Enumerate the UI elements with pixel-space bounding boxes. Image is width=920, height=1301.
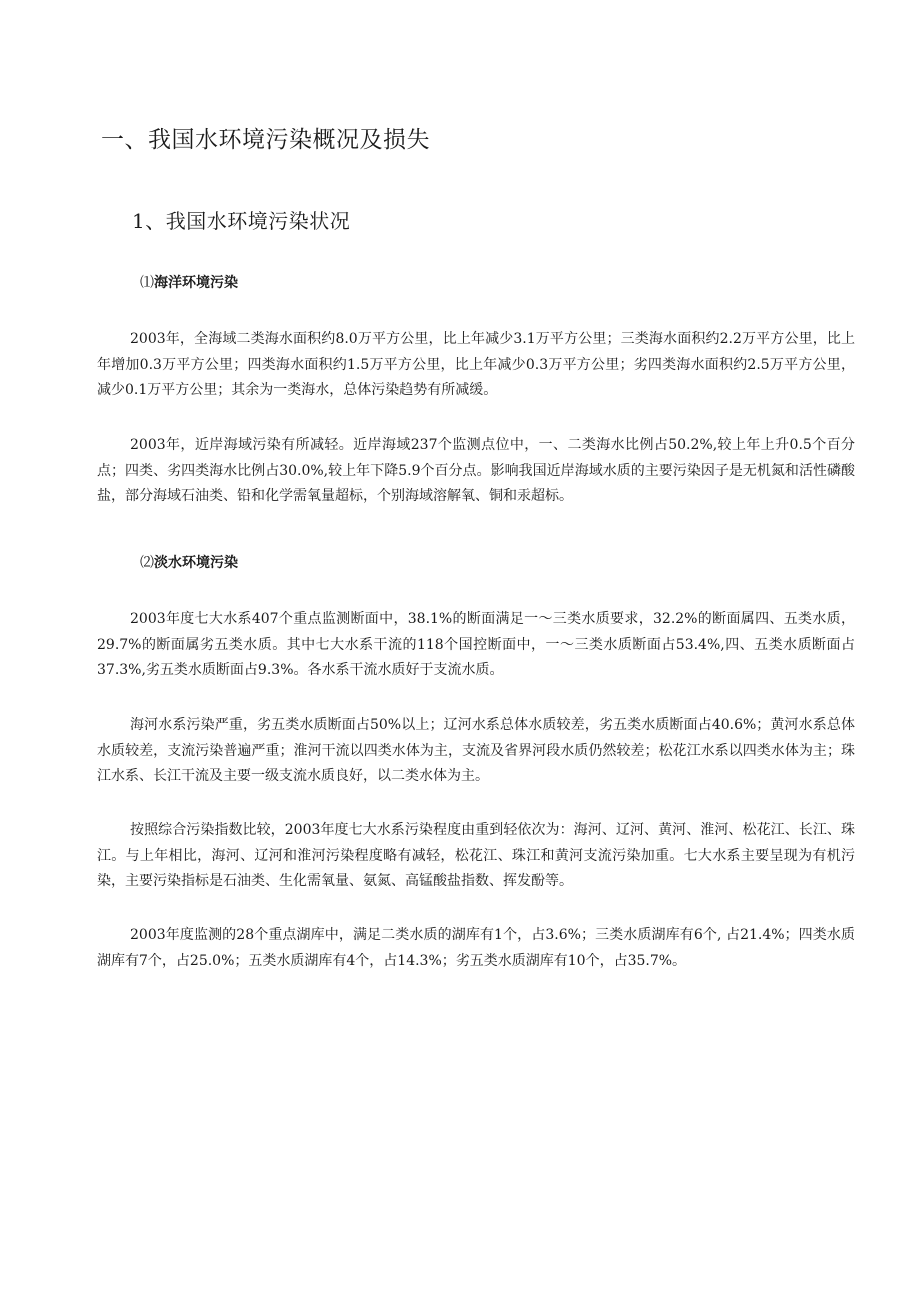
subsection-title: 1、我国水环境污染状况: [132, 209, 351, 233]
freshwater-paragraph-1: 2003年度七大水系407个重点监测断面中，38.1%的断面满足一〜三类水质要求，32.2%的断面属四、五类水质，29.7%的断面属劣五类水质。其中七大水系干流的118个国控断面中，一〜三类水质断面占53.4%,四、五类水质断面占37.3%,劣五类水质断面占9.3%。各水系干流水质好于支流水质。: [97, 611, 855, 678]
ocean-heading-text: 海洋环境污染: [154, 275, 238, 291]
freshwater-paragraph-4: 2003年度监测的28个重点湖库中，满足二类水质的湖库有1个，占3.6%；三类水质湖库有6个, 占21.4%；四类水质湖库有7个，占25.0%；五类水质湖库有4个，占14.3%；劣五类水质湖库有10个，占35.7%。: [97, 927, 855, 969]
freshwater-heading: [140, 552, 238, 572]
freshwater-paragraph-2: 海河水系污染严重，劣五类水质断面占50%以上；辽河水系总体水质较差，劣五类水质断面占40.6%；黄河水系总体水质较差，支流污染普遍严重；淮河干流以四类水体为主，支流及省界河段水质仍然较差；松花江水系以四类水体为主；珠江水系、长江干流及主要一级支流水质良好，以二类水体为主。: [97, 717, 855, 784]
ocean-heading-number: ⑴: [140, 275, 154, 291]
freshwater-heading-number: ⑵: [140, 555, 154, 571]
ocean-paragraph-1: 2003年，全海域二类海水面积约8.0万平方公里，比上年减少3.1万平方公里；三类海水面积约2.2万平方公里，比上年增加0.3万平方公里；四类海水面积约1.5万平方公里，比上年减少0.3万平方公里；劣四类海水面积约2.5万平方公里，减少0.1万平方公里；其余为一类海水，总体污染趋势有所减缓。: [97, 331, 855, 398]
ocean-heading: [140, 272, 238, 292]
ocean-paragraph-2: 2003年，近岸海域污染有所减轻。近岸海域237个监测点位中，一、二类海水比例占50.2%,较上年上升0.5个百分点；四类、劣四类海水比例占30.0%,较上年下降5.9个百分点。影响我国近岸海域水质的主要污染因子是无机氮和活性磷酸盐，部分海域石油类、铅和化学需氧量超标，个别海域溶解氧、铜和汞超标。: [97, 437, 855, 504]
freshwater-paragraph-3: 按照综合污染指数比较，2003年度七大水系污染程度由重到轻依次为：海河、辽河、黄河、淮河、松花江、长江、珠江。与上年相比，海河、辽河和淮河污染程度略有减轻，松花江、珠江和黄河支流污染加重。七大水系主要呈现为有机污染，主要污染指标是石油类、生化需氧量、氨氮、高锰酸盐指数、挥发酚等。: [97, 822, 855, 889]
section-title: 一、我国水环境污染概况及损失: [101, 127, 430, 153]
freshwater-heading-text: 淡水环境污染: [154, 555, 238, 571]
